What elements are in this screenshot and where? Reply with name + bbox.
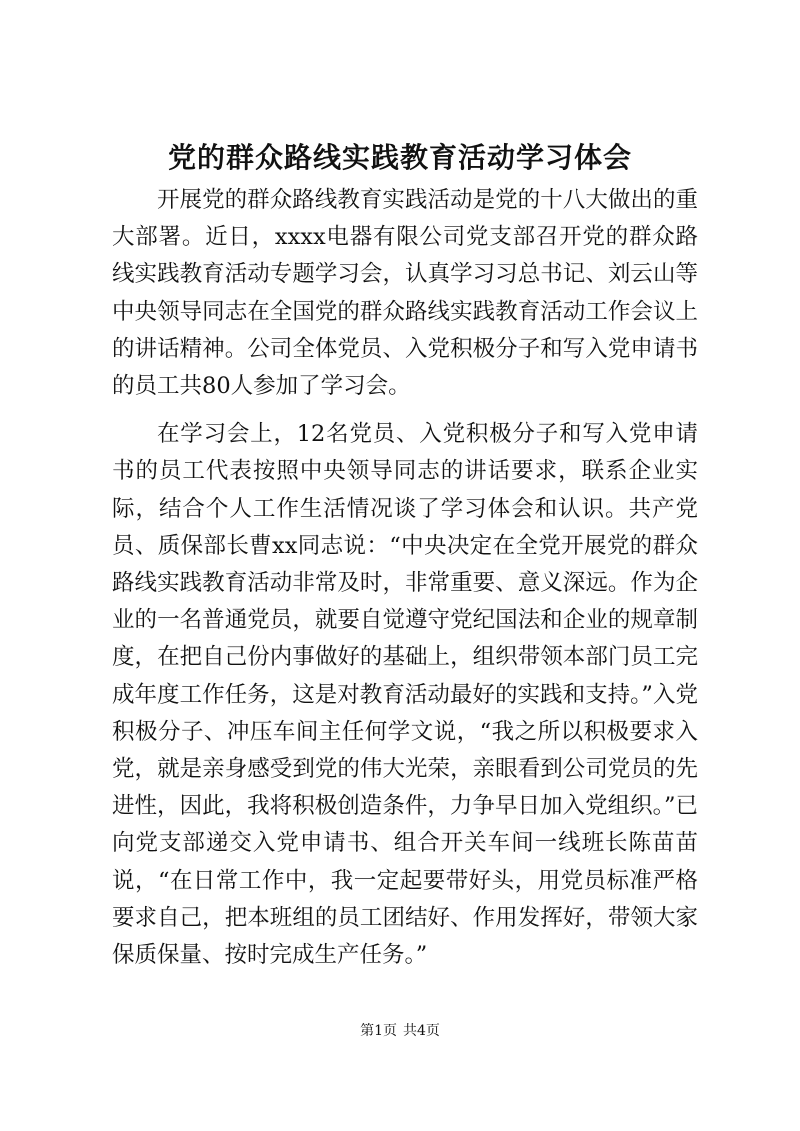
paragraph-2: 在学习会上，12名党员、入党积极分子和写入党申请书的员工代表按照中央领导同志的讲话要求，联系企业实际，结合个人工作生活情况谈了学习体会和认识。共产党员、质保部长曹xx同志说：“中央决定在全党开展党的群众路线实践教育活动非常及时，非常重要、意义深远。作为企业的一名普通党员，就要自觉遵守党纪国法和企业的规章制度，在把自己份内事做好的基础上，组织带领本部门员工完成年度工作任务，这是对教育活动最好的实践和支持。”入党积极分子、冲压车间主任何学文说，“我之所以积极要求入党，就是亲身感受到党的伟大光荣，亲眼看到公司党员的先进性，因此，我将积极创造条件，力争早日加入党组织。”已向党支部递交入党申请书、组合开关车间一线班长陈苗苗说，“在日常工作中，我一定起要带好头，用党员标准严格要求自己，把本班组的员工团结好、作用发挥好，带领大家保质保量、按时完成生产任务。” [112, 421, 698, 969]
page-number: 第1页 [360, 1023, 397, 1039]
paragraph-1: 开展党的群众路线教育实践活动是党的十八大做出的重大部署。近日，xxxx电器有限公司党支部召开党的群众路线实践教育活动专题学习会，认真学习习总书记、刘云山等中央领导同志在全国党的群众路线实践教育活动工作会议上的讲话精神。公司全体党员、入党积极分子和写入党申请书的员工共80人参加了学习会。 [112, 187, 698, 400]
document-body [112, 182, 698, 974]
page-total: 共4页 [403, 1023, 440, 1039]
document-title: 党的群众路线实践教育活动学习体会 [167, 141, 632, 174]
page-footer [0, 1021, 800, 1041]
